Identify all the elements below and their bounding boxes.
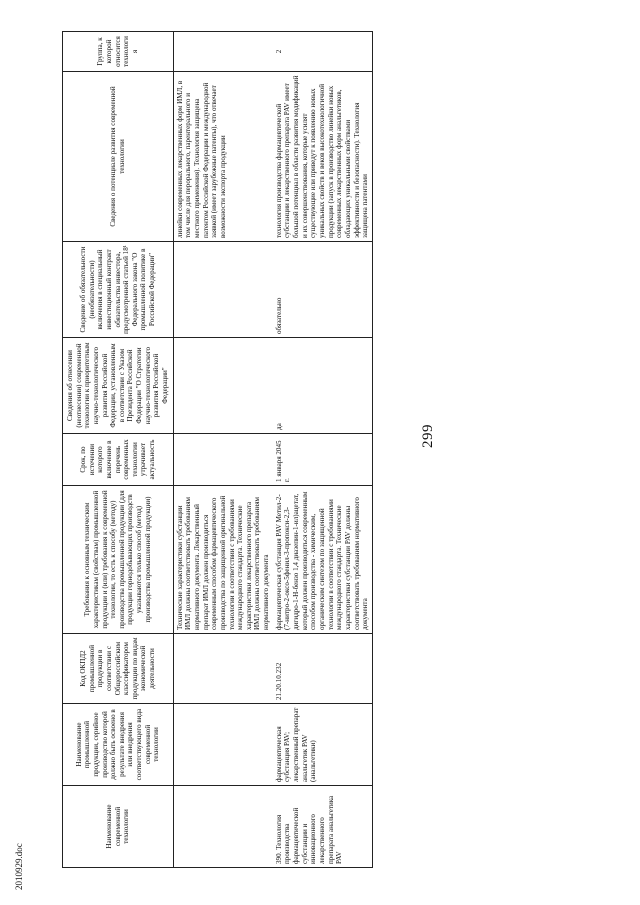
rotated-table-container xyxy=(62,32,594,868)
cell-empty xyxy=(173,242,273,338)
cell-empty xyxy=(173,786,273,868)
cell-empty xyxy=(173,32,273,72)
header-product: Наименование промышленной продукции, серийное производство которой должно быть освоено в результате внедрения или внедрения соответствующего вида современной технологии xyxy=(63,704,174,786)
header-obligatory: Сведение об обязательности (необязательности) включения в специальный инвестиционный контракт обязательства инвестора, предусмотренной статьей 18¹ Федерального закона "О промышленной политике в Российской Федерации" xyxy=(63,242,174,338)
footer-filename: 2010929.doc xyxy=(14,843,24,890)
cell-obligatory: обязательно xyxy=(273,242,373,338)
technologies-table xyxy=(62,31,373,868)
header-priority: Сведения об отнесении (неотнесении) современной технологии к приоритетным научно-технологического развития Российской Федерации, установленным в соответствии с Указом Президента Российской Федерации "О Стратегии научно-технологического развития Российской Федерации" xyxy=(63,338,174,434)
header-deadline: Срок, по истечении которого включение в перечень современных технологии утрачивает актуальность xyxy=(63,434,174,486)
cell-potential: технология производства фармацевтической субстанции и лекарственного препарата PAV имеет большой потенциал в области развития модификаций и их совершенствования, которые усилят существующие или приведут к появлению новых уникальных свойств и веков высокотехнологичной продукции (запуск в производство линейки новых современных лекарственных форм анальгетиков, обладающих уникальными свойствами эффективности и безопасности). Технология защищена патентами xyxy=(273,72,373,242)
technology-name: Технология производства фармацевтической субстанции и инновационного лекарственного препарата анальгетика PAV xyxy=(274,795,344,864)
header-potential: Сведения о потенциале развития современной технологии xyxy=(63,72,174,242)
header-group: Группа, к которой относится технология xyxy=(63,32,174,72)
cell-okpd-code: 21.20.10.232 xyxy=(273,634,373,704)
table-row-continuation xyxy=(173,32,273,868)
cell-empty xyxy=(173,634,273,704)
header-okpd-code: Код ОКПД2 промышленной продукции в соответствии с Общероссийским классификатором продукции по видам экономической деятельности xyxy=(63,634,174,704)
cell-technology xyxy=(273,786,373,868)
cell-empty xyxy=(173,338,273,434)
table-header-row xyxy=(63,32,174,868)
header-requirements: Требования к основным техническим характеристикам (свойствам) промышленной продукции и (или) требования к современной технологии, то есть к способу (методу) производства промышленной продукции (для продукции горнодобывающих производств указываются только способ (метод) производства промышленной продукции) xyxy=(63,486,174,634)
cell-empty xyxy=(173,434,273,486)
cell-requirements: фармацевтическая субстанция PAV Метил-2-(7-нитро-2-оксо-5фенил-3-пропокси-2,3-дигидро-1-Н-бензо 1,4 диазепин-1-ил)ацетат, который должен производиться современным способом производства - химическим, органическим синтезом по защищенной технологии в соответствии с требованиями международного стандарта. Технические характеристики субстанции PAV должны соответствовать требованиям нормативного документа xyxy=(273,486,373,634)
row-number: 390. xyxy=(274,851,283,864)
cell-potential-continued: линейки современных лекарственных форм ИМЛ, в том числе для перорального, парентерального и местного применения). Технология защищена патентом Российской Федерации и международной заявкой (имеет зарубежные патенты), что отвечает возможности экспорта продукции xyxy=(173,72,273,242)
cell-group: 2 xyxy=(273,32,373,72)
header-technology: Наименование современной технологии xyxy=(63,786,174,868)
cell-priority: да xyxy=(273,338,373,434)
page-number: 299 xyxy=(420,424,436,448)
cell-product: фармацевтическая субстанция PAV; лекарственный препарат анальгетик PAV (анальгетики) xyxy=(273,704,373,786)
cell-deadline: 1 января 2045 г. xyxy=(273,434,373,486)
cell-requirements-continued: Технические характеристики субстанции ИМЛ должны соответствовать требованиям нормативного документа. Лекарственный препарат ИМЛ должен производиться современным способом фармацевтического производства по защищенной оригинальной технологии в соответствии с требованиями международного стандарта. Технические характеристики лекарственного препарата ИМЛ должны соответствовать требованиям нормативного документа xyxy=(173,486,273,634)
table-row xyxy=(273,32,373,868)
cell-empty xyxy=(173,704,273,786)
